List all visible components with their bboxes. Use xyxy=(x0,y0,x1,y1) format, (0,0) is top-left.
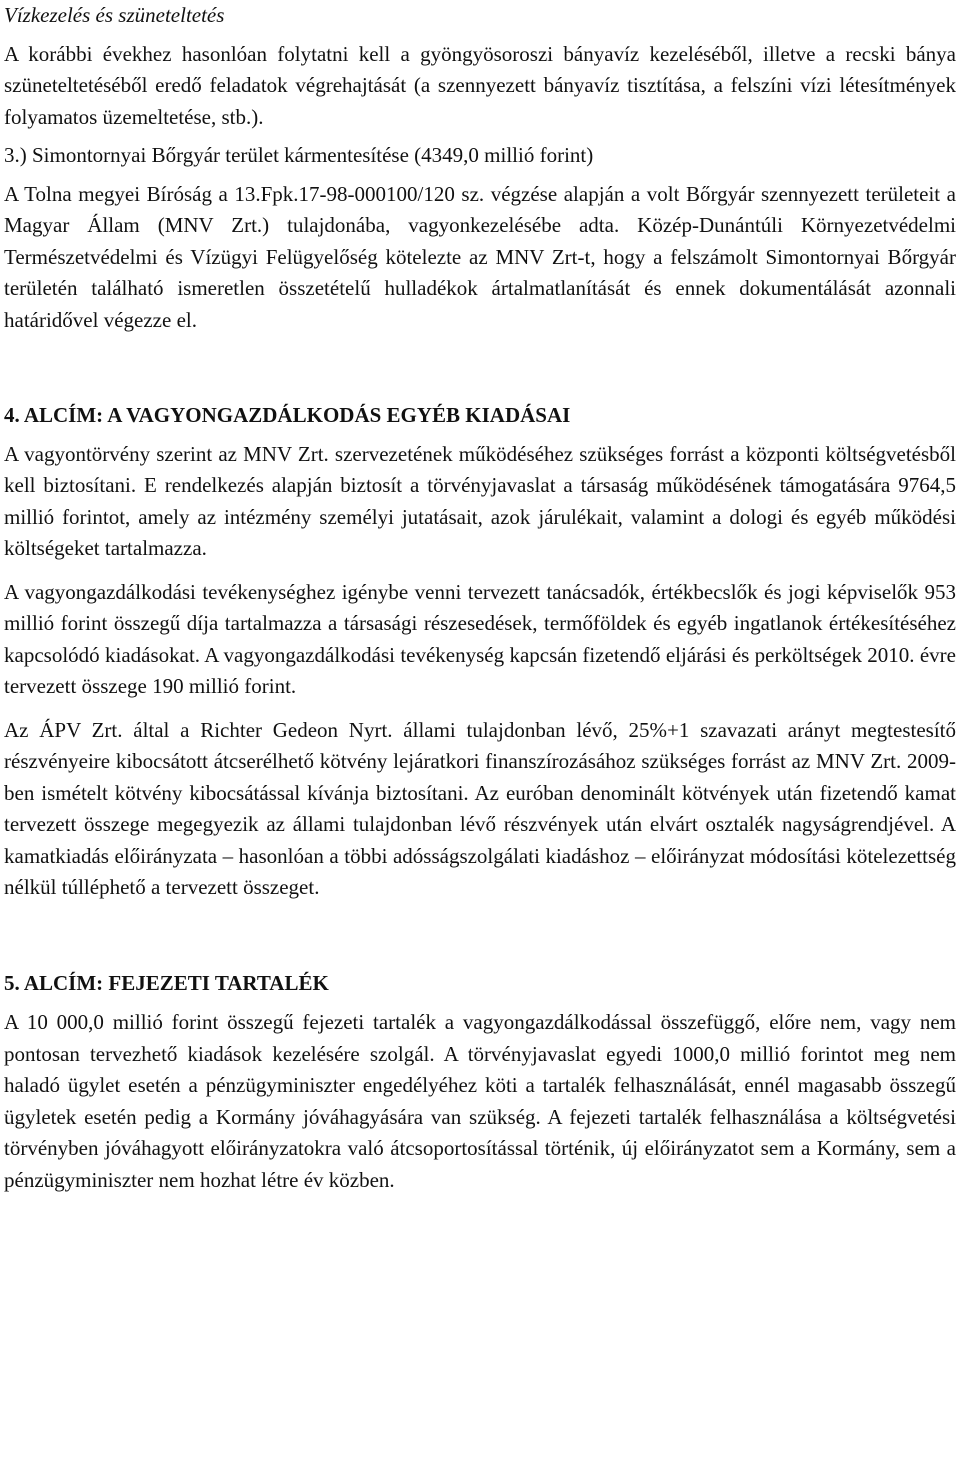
heading-section-4: 4. ALCÍM: A VAGYONGAZDÁLKODÁS EGYÉB KIADÁSAI xyxy=(4,403,571,427)
paragraph-advisors: A vagyongazdálkodási tevékenységhez igénybe venni tervezett tanácsadók, értékbecslők és jogi képviselők 953 millió forint összegű díja tartalmazza a társasági részesedések, termőföldek és egyéb ingatlanok értékesítéséhez kapcsolódó kiadásokat. A vagyongazdálkodási tevékenység kapcsán fizetendő eljárási és perköltségek 2010. évre tervezett összege 190 millió forint. xyxy=(4,579,956,698)
paragraph-reserve: A 10 000,0 millió forint összegű fejezeti tartalék a vagyongazdálkodással összefüggő, előre nem, vagy nem pontosan tervezhető kiadások kezelésére szolgál. A törvényjavaslat egyedi 1000,0 millió forintot meg nem haladó ügylet esetén a pénzügyminiszter engedélyéhez köti a tartalék felhasználását, ennél magasabb összegű ügyletek esetén pedig a Kormány jóváhagyására van szükség. A fejezeti tartalék felhasználása a költségvetési törvényben jóváhagyott előirányzatokra való átcsoportosítással történik, új előirányzatot sem a Kormány, sem a pénzügyminiszter nem hozhat létre év közben. xyxy=(4,1010,956,1192)
heading-section-5: 5. ALCÍM: FEJEZETI TARTALÉK xyxy=(4,970,329,995)
section-title-vizkezeles: Vízkezelés és szüneteltetés xyxy=(4,3,225,27)
paragraph-tolna-court: A Tolna megyei Bíróság a 13.Fpk.17-98-000100/120 sz. végzése alapján a volt Bőrgyár szennyezett területeit a Magyar Állam (MNV Zrt.) tulajdonába, vagyonkezelésébe adta. Közép-Dunántúli Környezetvédelmi Természetvédelmi és Vízügyi Felügyelőség kötelezte az MNV Zrt-t, hogy a felszámolt Simontornyai Bőrgyár területén található ismeretlen összetételű hulladékok ártalmatlanítását és ennek dokumentálását azonnali határidővel végezze el. xyxy=(4,181,956,332)
paragraph-vizkezeles: A korábbi évekhez hasonlóan folytatni kell a gyöngyösoroszi bányavíz kezeléséből, illetve a recski bánya szüneteltetéséből eredő feladatok végrehajtását (a szennyezett bányavíz tisztítása, a felszíni vízi létesítmények folyamatos üzemeltetése, stb.). xyxy=(4,41,956,129)
paragraph-simontornya-heading: 3.) Simontornyai Bőrgyár terület kármentesítése (4349,0 millió forint) xyxy=(4,143,594,167)
paragraph-richter-bonds: Az ÁPV Zrt. által a Richter Gedeon Nyrt. állami tulajdonban lévő, 25%+1 szavazati arányt megtestesítő részvényeire kibocsátott átcserélhető kötvény lejáratkori finanszírozásához szükséges forrást az MNV Zrt. 2009-ben ismételt kötvény kibocsátással kívánja biztosítani. Az euróban denominált kötvények után fizetendő kamat tervezett összege megegyezik az állami tulajdonban lévő részvények után elvárt osztalék nagyságrendjével. A kamatkiadás előirányzata – hasonlóan a többi adósságszolgálati kiadáshoz – előirányzat módosítási kötelezettség nélkül túlléphető a tervezett összeget. xyxy=(4,717,956,899)
paragraph-mnv-funding: A vagyontörvény szerint az MNV Zrt. szervezetének működéséhez szükséges forrást a központi költségvetésből kell biztosítani. E rendelkezés alapján biztosít a törvényjavaslat a társaság működésének támogatására 9764,5 millió forintot, amely az intézmény személyi jutatásait, azok járulékait, valamint a dologi és egyéb működési költségeket tartalmazza. xyxy=(4,441,956,560)
